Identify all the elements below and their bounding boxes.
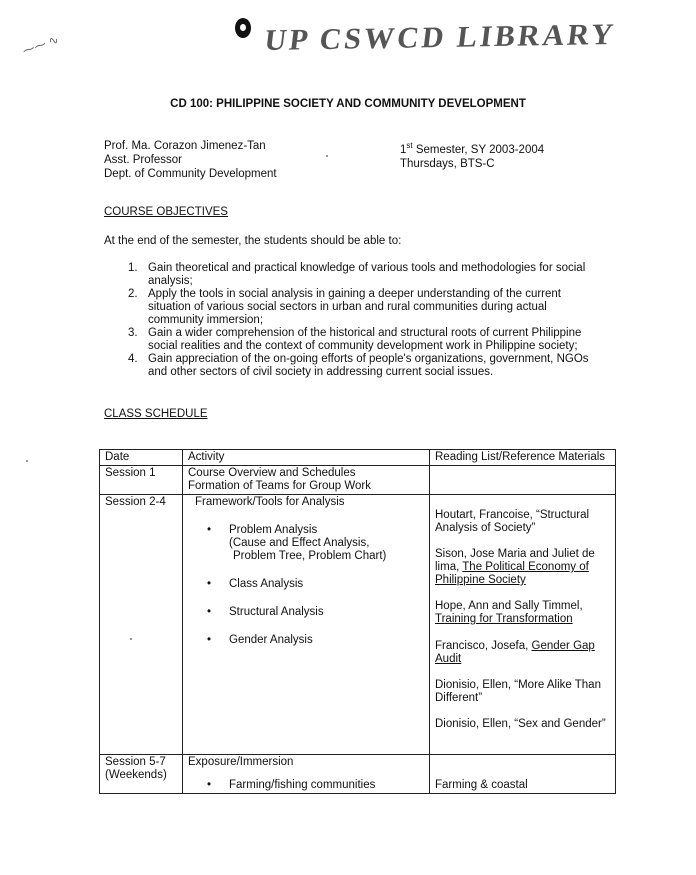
- session-date-note: (Weekends): [105, 769, 167, 781]
- activity-title: Exposure/Immersion: [188, 756, 294, 768]
- table-row: [100, 755, 616, 794]
- reading-item: [435, 679, 610, 705]
- bullet-item: [188, 606, 424, 619]
- session-readings: [430, 466, 616, 495]
- schedule-table: [99, 449, 616, 794]
- objective-text: Gain theoretical and practical knowledge of various tools and methodologies for social analysis;: [148, 262, 586, 287]
- reading-text: Houtart, Francoise, “Structural Analysis of Society”: [435, 509, 590, 534]
- reading-item: [435, 640, 610, 666]
- bullet-subtext: (Cause and Effect Analysis,: [229, 537, 370, 549]
- objective-item: [128, 288, 598, 327]
- bullet-item: [188, 779, 424, 792]
- reading-title: The Political Economy of Philippine Society: [435, 561, 589, 586]
- session-date: Session 1: [100, 466, 183, 495]
- speck: [130, 638, 132, 640]
- reading-text: Farming & coastal: [435, 779, 528, 791]
- session-readings: [430, 755, 616, 794]
- session-activity: [183, 495, 430, 755]
- term-block: [400, 139, 544, 171]
- reading-text: Francisco, Josefa,: [435, 640, 532, 652]
- bullet-text: Structural Analysis: [229, 606, 324, 618]
- bullet-text: Farming/fishing communities: [229, 779, 376, 791]
- objective-text: Gain appreciation of the on-going efforts of people's organizations, government, NGOs and other sectors of civil society in addressing current social issues.: [148, 353, 589, 378]
- bullet-item: [188, 578, 424, 591]
- speck: [326, 155, 328, 157]
- semester-ordinal-suffix: st: [406, 141, 413, 150]
- semester-ordinal: 1: [400, 143, 407, 156]
- reading-item: [435, 600, 610, 626]
- session-activity: [183, 755, 430, 794]
- table-header-row: [100, 450, 616, 466]
- class-schedule-time: Thursdays, BTS-C: [400, 157, 495, 170]
- semester-text: Semester, SY 2003-2004: [412, 143, 545, 156]
- session-readings: [430, 495, 616, 755]
- objectives-list: [128, 262, 598, 379]
- instructor-block: [104, 139, 277, 181]
- objective-item: [128, 327, 598, 353]
- header-date: Date: [100, 450, 183, 466]
- objective-number: 2.: [128, 288, 138, 300]
- bullet-text: • Problem Analysis: [229, 524, 318, 536]
- table-row: [100, 466, 616, 495]
- course-title: CD 100: PHILIPPINE SOCIETY AND COMMUNITY DEVELOPMENT: [170, 98, 526, 110]
- bullet-text: Class Analysis: [229, 578, 304, 590]
- activity-line: Course Overview and Schedules: [188, 467, 356, 479]
- ink-smudge: [235, 18, 251, 38]
- session-date-line: Session 5-7: [105, 756, 166, 768]
- activity-bullets: [188, 779, 424, 792]
- reading-text: Dionisio, Ellen, “More Alike Than Different”: [435, 679, 601, 704]
- activity-line: Formation of Teams for Group Work: [188, 480, 372, 492]
- bullet-text: Gender Analysis: [229, 634, 313, 646]
- table-row: [100, 495, 616, 755]
- reading-item: [435, 718, 610, 731]
- reading-item: [435, 509, 610, 535]
- bullet-item: [188, 524, 424, 563]
- reading-text: Dionisio, Ellen, “Sex and Gender”: [435, 718, 606, 730]
- bullet-subtext: Problem Tree, Problem Chart): [233, 550, 387, 562]
- session-date: Session 2-4: [100, 495, 183, 755]
- header-activity: Activity: [183, 450, 430, 466]
- objective-number: 4.: [128, 353, 138, 365]
- semester-line: [400, 139, 544, 157]
- reading-title: Training for Transformation: [435, 613, 573, 625]
- objectives-intro: At the end of the semester, the students should be able to:: [104, 235, 402, 247]
- instructor-name: Prof. Ma. Corazon Jimenez-Tan: [104, 140, 266, 152]
- objective-text: Gain a wider comprehension of the historical and structural roots of current Philippine social realities and the context of community development work in Philippine society;: [148, 327, 582, 352]
- header-readings: Reading List/Reference Materials: [430, 450, 616, 466]
- schedule-heading: CLASS SCHEDULE: [104, 408, 208, 420]
- objective-number: 3.: [128, 327, 138, 339]
- pen-scribble: ⁓⁓ ∿: [20, 32, 61, 58]
- objective-item: [128, 353, 598, 379]
- speck: [26, 460, 28, 462]
- activity-title: Framework/Tools for Analysis: [195, 496, 345, 508]
- reading-text: Hope, Ann and Sally Timmel,: [435, 600, 583, 612]
- reading-text: Sison, Jose Maria and Juliet de lima,: [435, 548, 595, 573]
- instructor-position: Asst. Professor: [104, 154, 182, 166]
- bullet-item: [188, 634, 424, 647]
- objective-text: Apply the tools in social analysis in gaining a deeper understanding of the current situation of various social sectors in urban and rural communities during actual community immersion;: [148, 288, 561, 326]
- activity-bullets: [188, 524, 424, 647]
- objective-item: [128, 262, 598, 288]
- instructor-department: Dept. of Community Development: [104, 168, 277, 180]
- session-date: [100, 755, 183, 794]
- session-activity: [183, 466, 430, 495]
- reading-item: [435, 548, 610, 587]
- objective-number: 1.: [128, 262, 138, 274]
- library-stamp: UP CSWCD LIBRARY: [262, 17, 618, 58]
- objectives-heading: COURSE OBJECTIVES: [104, 206, 228, 218]
- reading-title: Gender Gap Audit: [435, 640, 595, 665]
